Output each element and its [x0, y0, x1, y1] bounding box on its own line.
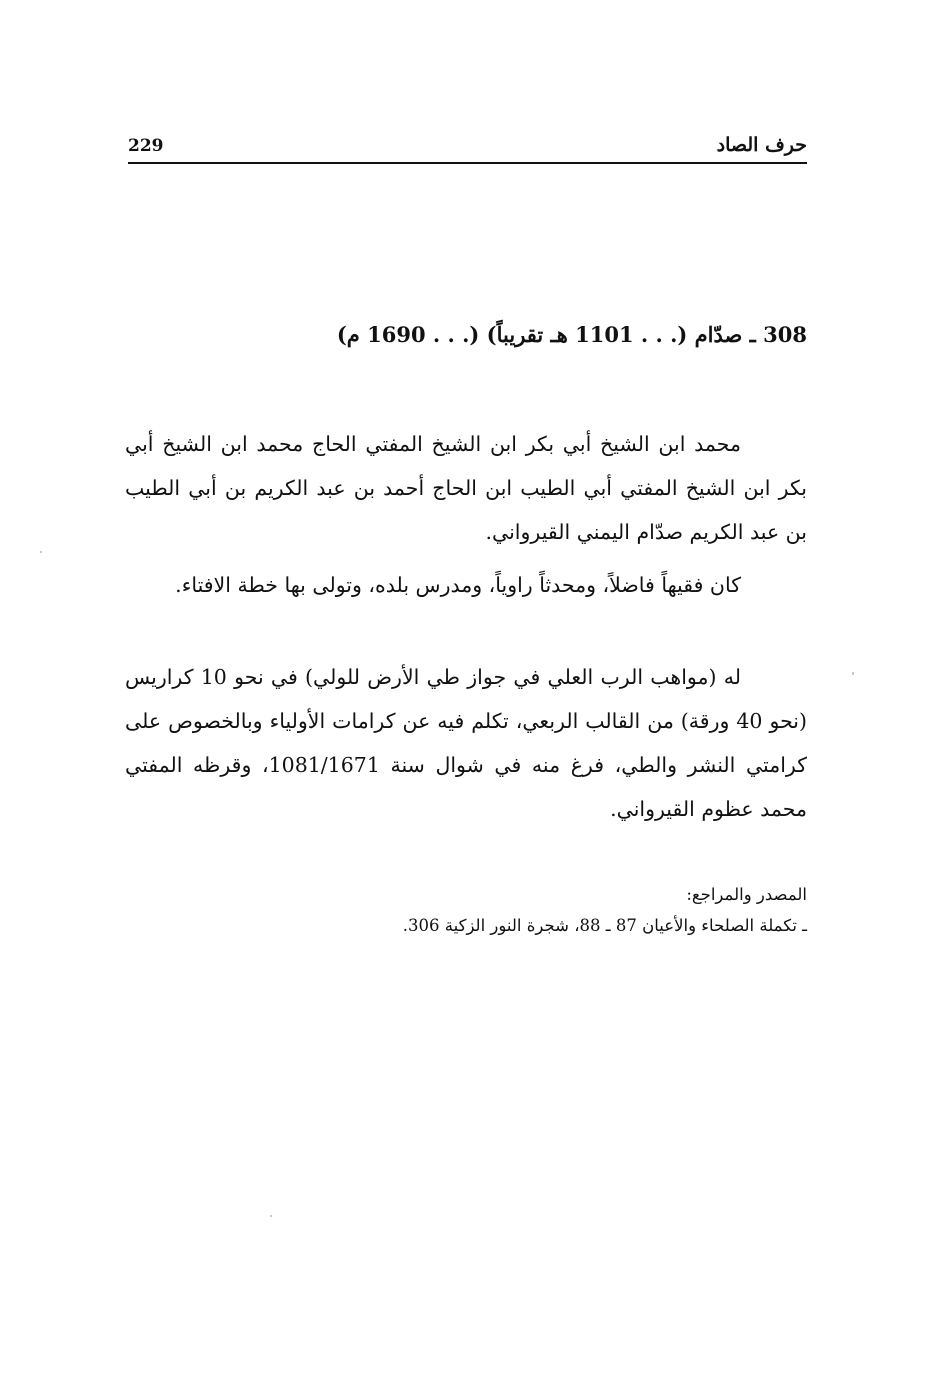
scan-speck	[852, 672, 854, 675]
page-header	[128, 136, 807, 162]
running-title: حرف الصاد	[716, 134, 807, 156]
header-rule	[128, 162, 807, 164]
sources-heading: المصدر والمراجع:	[686, 885, 807, 904]
biography-paragraph: محمد ابن الشيخ أبي بكر ابن الشيخ المفتي الحاج محمد ابن الشيخ أبي بكر ابن الشيخ المفتي أبي الطيب ابن الحاج أحمد بن عبد الكريم بن أبي الطيب بن عبد الكريم صدّام اليمني القيرواني.	[125, 432, 807, 544]
career-paragraph: كان فقيهاً فاضلاً، ومحدثاً راوياً، ومدرس بلده، وتولى بها خطة الافتاء.	[175, 573, 741, 597]
scan-speck	[40, 551, 42, 553]
page-number: 229	[128, 136, 164, 156]
sources-line: ـ تكملة الصلحاء والأعيان 87 ـ 88، شجرة النور الزكية 306.	[402, 916, 807, 935]
works-paragraph: له (مواهب الرب العلي في جواز طي الأرض للولي) في نحو 10 كراريس (نحو 40 ورقة) من القالب الربعي، تكلم فيه عن كرامات الأولياء وبالخصوص على كرامتي النشر والطي، فرغ منه في شوال سنة 1081/1671، وقرظه المفتي محمد عظوم القيرواني.	[125, 665, 808, 821]
entry-heading: 308 ـ صدّام (. . . 1101 هـ تقريباً) (. . . 1690 م)	[336, 322, 807, 347]
scan-speck	[270, 1215, 272, 1217]
